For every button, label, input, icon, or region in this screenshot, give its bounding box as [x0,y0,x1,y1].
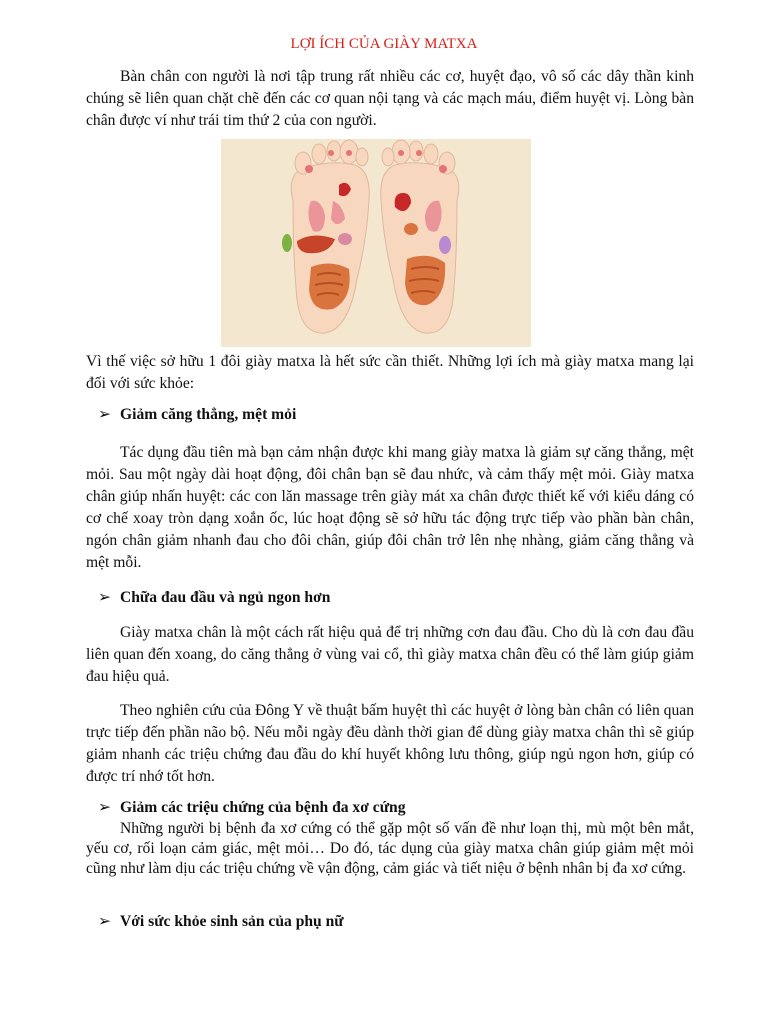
section-2-paragraph-1: Giày matxa chân là một cách rất hiệu quả để trị những cơn đau đầu. Cho dù là cơn đau đầu liên quan đến xoang, do căng thẳng ở vùng vai cổ, thì giày matxa chân đều có thể làm giúp giảm đau hiệu quả. [86,624,694,685]
heading-text: Với sức khỏe sinh sản của phụ nữ [120,913,344,930]
heading-text: Chữa đau đầu và ngủ ngon hơn [120,589,331,606]
section-heading-1 [98,405,296,424]
arrow-bullet-icon: ➢ [98,799,112,816]
lead-paragraph: Vì thế việc sở hữu 1 đôi giày matxa là hết sức cần thiết. Những lợi ích mà giày matxa mang lại đối với sức khỏe: [86,353,694,392]
section-1-paragraph-1: Tác dụng đầu tiên mà bạn cảm nhận được khi mang giày matxa là giảm sự căng thẳng, mệt mỏi. Sau một ngày dài hoạt động, đôi chân bạn sẽ đau nhức, và cảm thấy mệt mỏi. Giày matxa chân giúp nhấn huyệt: các con lăn massage trên giày mát xa chân được thiết kế với kiểu dáng có cơ chế xoay tròn dạng xoắn ốc, lúc hoạt động sẽ sở hữu tác động trực tiếp vào phần bàn chân, ngón chân giảm nhanh đau cho đôi chân, giúp đôi chân trở lên nhẹ nhàng, giảm căng thẳng và mệt mỗi. [86,444,694,571]
section-2-paragraph-2: Theo nghiên cứu của Đông Y về thuật bấm huyệt thì các huyệt ở lòng bàn chân có liên quan trực tiếp đến phần não bộ. Nếu mỗi ngày đều dành thời gian để dùng giày matxa chân thì sẽ giúp giảm nhanh các triệu chứng đau đầu do khí huyết không lưu thông, giúp ngủ ngon hơn, giúp có được trí nhớ tốt hơn. [86,702,694,785]
foot-reflexology-image [221,139,531,347]
arrow-bullet-icon: ➢ [98,406,112,423]
section-heading-3 [98,798,406,817]
heading-text: Giảm căng thẳng, mệt mỏi [120,406,297,423]
heading-text: Giảm các triệu chứng của bệnh đa xơ cứng [120,799,406,816]
document-title: LỢI ÍCH CỦA GIÀY MATXA [290,36,478,52]
section-3-paragraph-1: Những người bị bệnh đa xơ cứng có thể gặp một số vấn đề như loạn thị, mù một bên mắt, yếu cơ, rối loạn cảm giác, mệt mỏi… Do đó, tác dụng của giày matxa chân giúp giảm mệt mỏi cũng như làm dịu các triệu chứng về vận động, cảm giác và tiết niệu ở bệnh nhân bị đa xơ cứng. [86,820,694,877]
section-heading-4 [98,912,344,931]
intro-paragraph: Bàn chân con người là nơi tập trung rất nhiều các cơ, huyệt đạo, vô số các dây thần kinh chúng sẽ liên quan chặt chẽ đến các cơ quan nội tạng và các mạch máu, điểm huyệt vị. Lòng bàn chân được ví như trái tim thứ 2 của con người. [86,68,694,129]
section-heading-2 [98,588,330,607]
arrow-bullet-icon: ➢ [98,589,112,606]
arrow-bullet-icon: ➢ [98,913,112,930]
